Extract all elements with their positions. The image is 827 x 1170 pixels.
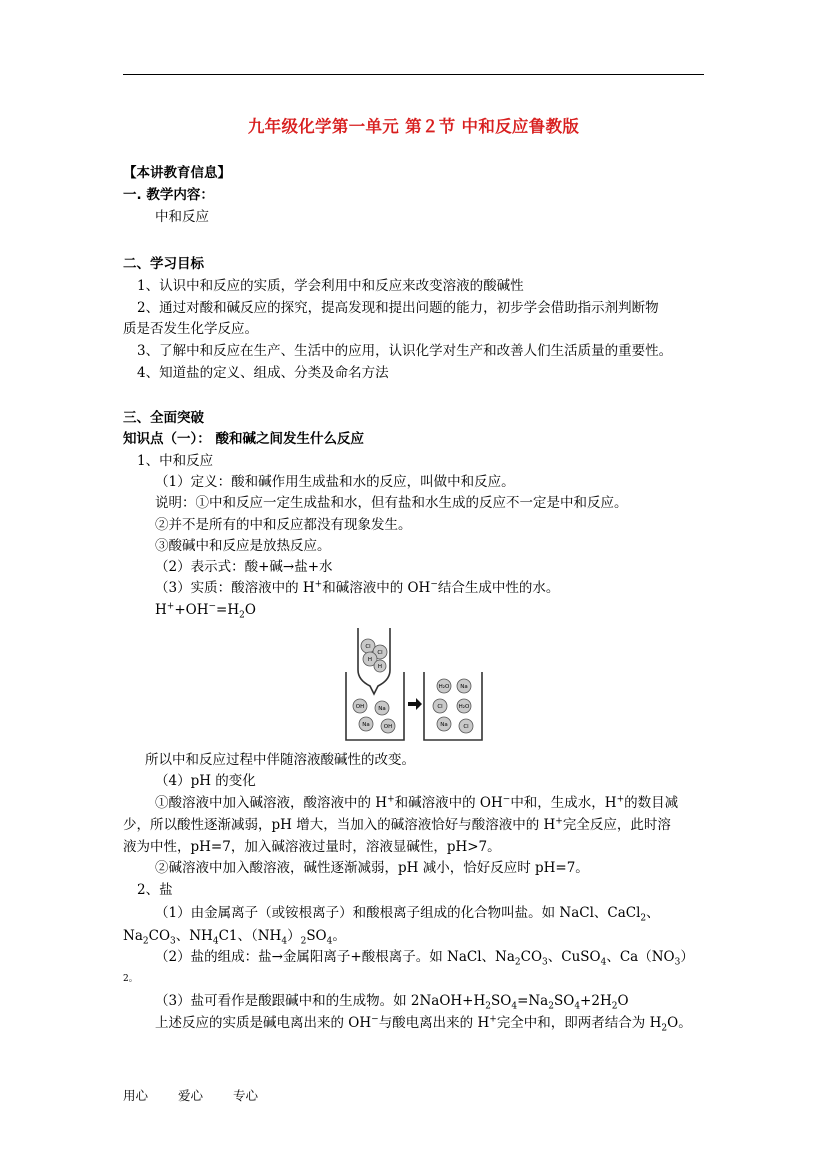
- fig-label-h2o: H₂O: [438, 684, 450, 690]
- fig-label-na: Na: [440, 722, 448, 728]
- fig-label-h2o: H₂O: [458, 704, 470, 710]
- salt-product: （3）盐可看作是酸跟碱中和的生成物。如 $2NaOH+H_2SO_4=Na_2SO_4+2H_2O$: [155, 993, 629, 1012]
- fig-label-na: Na: [378, 706, 386, 712]
- learning-goals-heading: 二、学习目标: [123, 256, 204, 272]
- fig-label-h: H: [377, 664, 383, 670]
- fig-label-na: Na: [460, 684, 468, 690]
- goal-2b: 质是否发生化学反应。: [123, 321, 258, 337]
- fig-label-oh: OH: [383, 724, 393, 730]
- subsection-neutralization: 1、中和反应: [137, 453, 214, 469]
- salt-composition: （2）盐的组成：盐→金属阳离子+酸根离子。如 NaCl、$Na_2CO_3$、CuSO$_4$、$Ca(NO_3)$: [155, 949, 694, 968]
- goal-2a: 2、通过对酸和碱反应的探究，提高发现和提出问题的能力，初步学会借助指示剂判断物: [137, 300, 659, 316]
- fig-label-oh: OH: [355, 704, 365, 710]
- goal-3: 3、了解中和反应在生产、生活中的应用，认识化学对生产和改善人们生活质量的重要性。: [137, 343, 673, 359]
- goal-1: 1、认识中和反应的实质，学会利用中和反应来改变溶液的酸碱性: [137, 278, 524, 294]
- fig-label-cl: Cl: [437, 704, 443, 710]
- essence-text: （3）实质：酸溶液中的 H+和碱溶液中的 OH−结合生成中性的水。: [155, 579, 560, 596]
- fig-label-h: H: [367, 657, 373, 663]
- teaching-content-heading: 一. 教学内容：: [123, 187, 214, 203]
- knowledge-point-1: 知识点（一）： 酸和碱之间发生什么反应: [123, 431, 364, 447]
- expression-text: （2）表示式：酸+碱→盐+水: [155, 559, 333, 575]
- footer-word-3: 专心: [233, 1088, 259, 1103]
- page-title: 九年级化学第一单元 第２节 中和反应鲁教版: [247, 117, 580, 136]
- fig-label-cl: Cl: [377, 650, 383, 656]
- section-info-heading: 【本讲教育信息】: [123, 165, 231, 181]
- note-1: 说明：①中和反应一定生成盐和水，但有盐和水生成的反应不一定是中和反应。: [155, 495, 628, 511]
- ion-equation: $H^++OH^-=H_2O$: [155, 601, 256, 621]
- fig-label-na: Na: [362, 722, 370, 728]
- fig-label-cl: Cl: [463, 724, 469, 730]
- footer-word-1: 用心: [123, 1088, 149, 1103]
- ph-para-1a: ①酸溶液中加入碱溶液，酸溶液中的 H+和碱溶液中的 OH−中和，生成水，H+的数目减: [155, 794, 679, 811]
- teaching-content-text: 中和反应: [155, 209, 209, 225]
- note-3: ③酸碱中和反应是放热反应。: [155, 538, 331, 554]
- ph-para-1c: 液为中性，pH=7，加入碱溶液过量时，溶液显碱性，pH>7。: [123, 839, 501, 855]
- goal-4: 4、知道盐的定义、组成、分类及命名方法: [137, 365, 389, 381]
- ph-heading: （4）pH 的变化: [155, 773, 256, 789]
- ph-para-2: ②碱溶液中加入酸溶液，碱性逐渐减弱，pH 减小，恰好反应时 pH=7。: [155, 860, 589, 876]
- arrow-icon: [408, 698, 422, 710]
- salt-def-b: $Na_2CO_3$、$NH_4C1$、$(NH_4)_2SO_4$。: [123, 928, 346, 947]
- salt-def-a: （1）由金属离子（或铵根离子）和酸根离子组成的化合物叫盐。如 NaCl、CaCl$_2$、: [155, 905, 660, 924]
- footer-word-2: 爱心: [178, 1088, 204, 1103]
- reaction-essence: 上述反应的实质是碱电离出来的 OH−与酸电离出来的 H+完全中和，即两者结合为 $H_2O$。: [155, 1014, 692, 1034]
- subsection-salt: 2、盐: [137, 882, 173, 898]
- page-footer: [123, 1086, 284, 1104]
- neutralization-diagram: [340, 622, 488, 746]
- salt-composition-tail: 2。: [123, 974, 138, 984]
- ph-para-1b: 少，所以酸性逐渐减弱，pH 增大，当加入的碱溶液恰好与酸溶液中的 H+完全反应，此时溶: [123, 816, 671, 833]
- after-figure-text: 所以中和反应过程中伴随溶液酸碱性的改变。: [145, 752, 415, 768]
- definition-text: （1）定义：酸和碱作用生成盐和水的反应，叫做中和反应。: [155, 474, 515, 490]
- fig-label-cl: Cl: [365, 644, 371, 650]
- breakthrough-heading: 三、全面突破: [123, 410, 204, 426]
- header-rule: [123, 74, 704, 75]
- note-2: ②并不是所有的中和反应都没有现象发生。: [155, 517, 412, 533]
